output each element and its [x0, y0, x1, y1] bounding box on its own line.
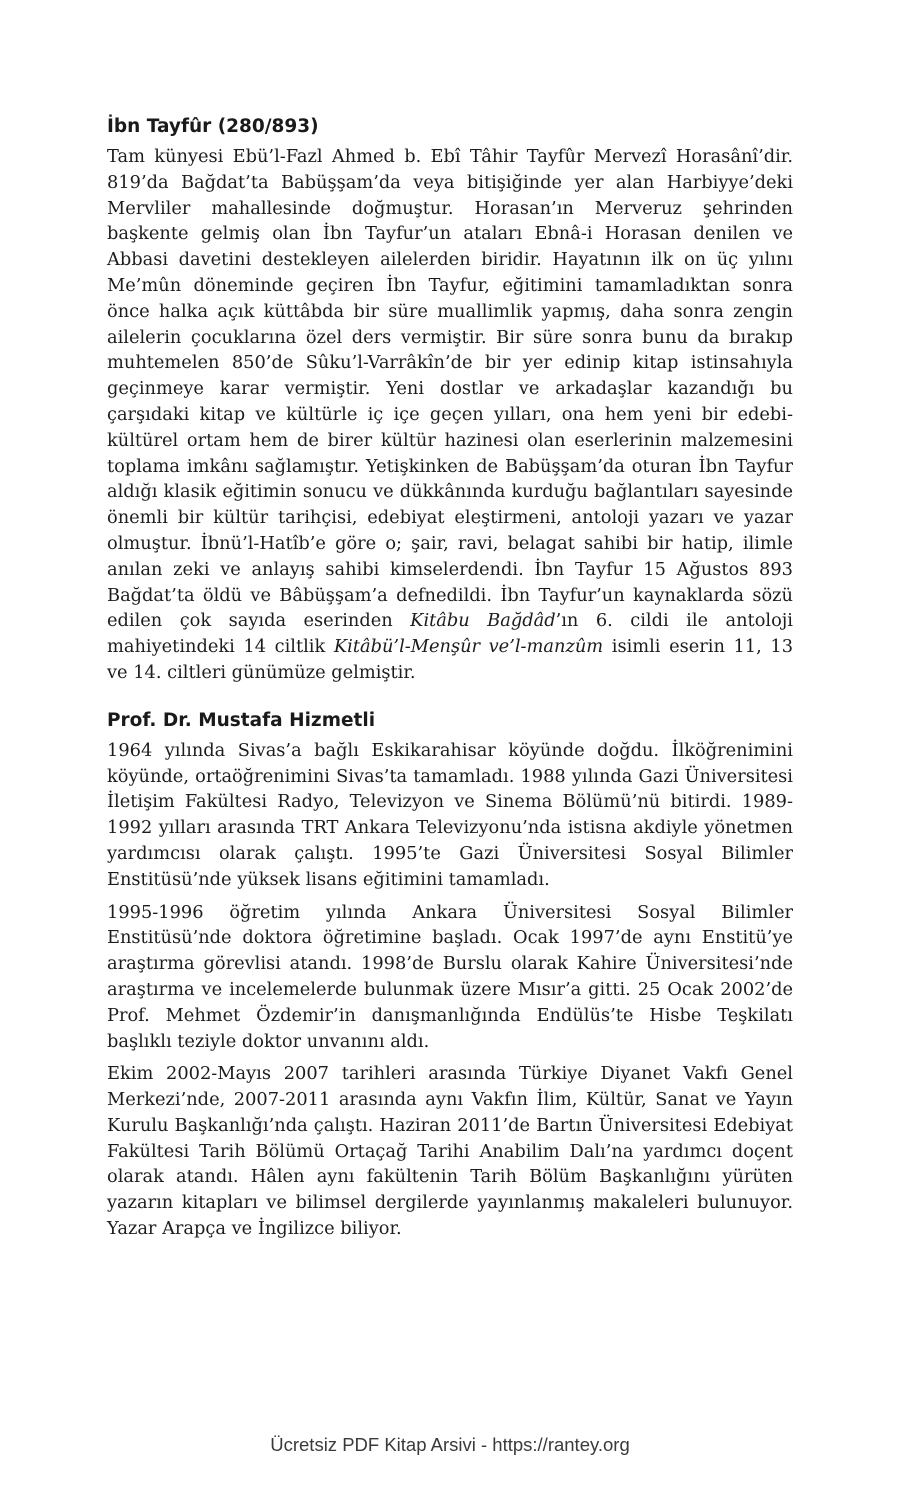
section-ibn-tayfur	[107, 114, 793, 686]
paragraph: 1995-1996 öğretim yılında Ankara Üniversitesi Sosyal Bilimler Enstitüsü’nde doktora öğretimine başladı. Ocak 1997’de aynı Enstitü’ye araştırma görevlisi atandı. 1998’de Burslu olarak Kahire Üniversitesi’nde araştırma ve incelemelerde bulunmak üzere Mısır’a gitti. 25 Ocak 2002’de Prof. Mehmet Özdemir’in danışmanlığında Endülüs’te Hisbe Teşkilatı başlıklı teziyle doktor unvanını aldı.	[107, 901, 793, 1052]
book-title: Kitâbü’l-Menşûr ve’l-manzûm	[333, 636, 604, 658]
paragraph: 1964 yılında Sivas’a bağlı Eskikarahisar köyünde doğdu. İlköğrenimini köyünde, ortaöğrenimini Sivas’ta tamamladı. 1988 yılında Gazi Üniversitesi İletişim Fakültesi Radyo, Televizyon ve Sinema Bölümü’nü bitirdi. 1989-1992 yılları arasında TRT Ankara Televizyonu’nda istisna akdiyle yönetmen yardımcısı olarak çalıştı. 1995’te Gazi Üniversitesi Sosyal Bilimler Enstitüsü’nde yüksek lisans eğitimini tamamladı.	[107, 739, 793, 890]
page-footer: Ücretsiz PDF Kitap Arsivi - https://rantey.org	[270, 1434, 630, 1455]
paragraph: Ekim 2002-Mayıs 2007 tarihleri arasında Türkiye Diyanet Vakfı Genel Merkezi’nde, 2007-2011 arasında aynı Vakfın İlim, Kültür, Sanat ve Yayın Kurulu Başkanlığı’nda çalıştı. Haziran 2011’de Bartın Üniversitesi Edebiyat Fakültesi Tarih Bölümü Ortaçağ Tarihi Anabilim Dalı’na yardımcı doçent olarak atandı. Hâlen aynı fakültenin Tarih Bölüm Başkanlığını yürüten yazarın kitapları ve bilimsel dergilerde yayınlanmış makaleleri bulunuyor. Yazar Arapça ve İngilizce biliyor.	[107, 1063, 793, 1240]
paragraph-text: isimli eserin 11, 13 ve 14. ciltleri günümüze gelmiştir.	[107, 636, 794, 683]
page-body	[107, 114, 793, 1249]
paragraph	[107, 144, 793, 686]
book-title: Kitâbu Bağdâd	[410, 610, 556, 632]
section-heading: Prof. Dr. Mustafa Hizmetli	[107, 709, 376, 731]
paragraph-text: Tam künyesi Ebü’l-Fazl Ahmed b. Ebî Tâhir Tayfûr Mervezî Horasânî’dir. 819’da Bağdat’ta Babüşşam’da veya bitişiğinde yer alan Harbiyye’deki Mervliler mahallesinde doğmuştur. Horasan’ın Merveruz şehrinden başkente gelmiş olan İbn Tayfur’un ataları Ebnâ-i Horasan denilen ve Abbasi davetini destekleyen ailelerden biridir. Hayatının ilk on üç yılını Me’mûn döneminde geçiren İbn Tayfur, eğitimini tamamladıktan sonra önce halka açık küttâbda bir süre muallimlik yapmış, daha sonra zengin ailelerin çocuklarına özel ders vermiştir. Bir süre sonra bunu da bırakıp muhtemelen 850’de Sûku’l-Varrâkîn’de bir yer edinip kitap istinsahıyla geçinmeye karar vermiştir. Yeni dostlar ve arkadaşlar kazandığı bu çarşıdaki kitap ve kültürle iç içe geçen yılları, ona hem yeni bir edebi-kültürel ortam hem de birer kültür hazinesi olan eserlerinin malzemesini toplama imkânı sağlamıştır. Yetişkinken de Babüşşam’da oturan İbn Tayfur aldığı klasik eğitimin sonucu ve dükkânında kurduğu bağlantıları sayesinde önemli bir kültür tarihçisi, edebiyat eleştirmeni, antoloji yazarı ve yazar olmuştur. İbnü’l-Hatîb’e göre o; şair, ravi, belagat sahibi bir hatip, ilimle anılan zeki ve anlayış sahibi kimselerdendi. İbn Tayfur 15 Ağustos 893 Bağdat’ta öldü ve Bâbüşşam’a defnedildi. İbn Tayfur’un kaynaklarda sözü edilen çok sayıda eserinden	[107, 146, 793, 632]
section-mustafa-hizmetli	[107, 708, 793, 1242]
paragraph-text: ’ın 6. cildi ile antoloji mahiyetindeki 14 ciltlik	[107, 610, 793, 658]
section-heading: İbn Tayfûr (280/893)	[107, 116, 319, 137]
